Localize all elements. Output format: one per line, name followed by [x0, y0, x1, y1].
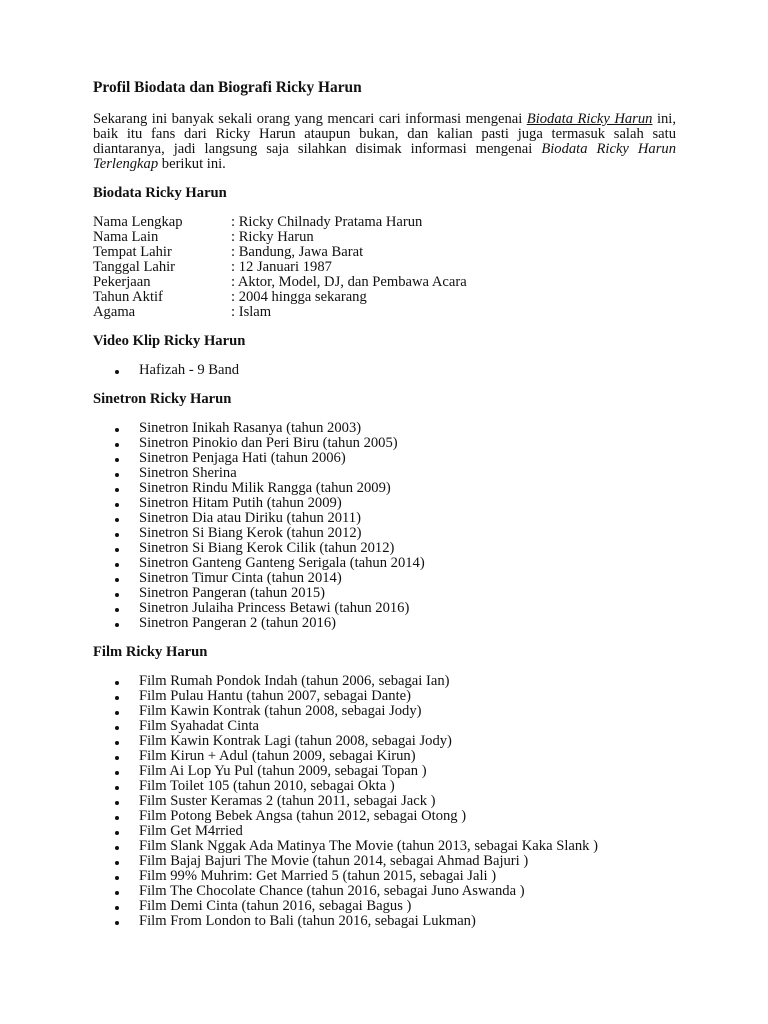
intro-text-3: berikut ini.	[158, 156, 226, 172]
intro-paragraph	[93, 112, 676, 172]
biodata-row	[93, 305, 676, 320]
biodata-value: : Ricky Harun	[231, 229, 314, 245]
biodata-value: : Aktor, Model, DJ, dan Pembawa Acara	[231, 274, 467, 290]
page-title: Profil Biodata dan Biografi Ricky Harun	[93, 79, 362, 96]
biodata-row	[93, 290, 676, 305]
list-item: Film From London to Bali (tahun 2016, sebagai Lukman)	[93, 914, 676, 929]
list-item: Film The Chocolate Chance (tahun 2016, sebagai Juno Aswanda )	[93, 884, 676, 899]
biodata-key: Agama	[93, 304, 136, 320]
list-item: Sinetron Julaiha Princess Betawi (tahun 2016)	[93, 601, 676, 616]
list-item: Sinetron Dia atau Diriku (tahun 2011)	[93, 511, 676, 526]
intro-emphasis: Biodata Ricky Harun Terlengkap	[93, 141, 676, 172]
biodata-value: : Islam	[231, 304, 272, 320]
video-klip-list	[93, 363, 676, 378]
list-item: Film Potong Bebek Angsa (tahun 2012, sebagai Otong )	[93, 809, 676, 824]
list-item: Sinetron Rindu Milik Rangga (tahun 2009)	[93, 481, 676, 496]
list-item: Film Syahadat Cinta	[93, 719, 676, 734]
list-item: Sinetron Sherina	[93, 466, 676, 481]
biodata-table	[93, 215, 676, 320]
biodata-row	[93, 245, 676, 260]
sinetron-heading: Sinetron Ricky Harun	[93, 391, 232, 407]
list-item: Sinetron Pinokio dan Peri Biru (tahun 2005)	[93, 436, 676, 451]
list-item: Film Suster Keramas 2 (tahun 2011, sebagai Jack )	[93, 794, 676, 809]
biodata-row	[93, 275, 676, 290]
list-item: Sinetron Hitam Putih (tahun 2009)	[93, 496, 676, 511]
intro-text-1: Sekarang ini banyak sekali orang yang mencari cari informasi mengenai	[93, 111, 527, 127]
biodata-row	[93, 215, 676, 230]
biodata-key: Nama Lengkap	[93, 214, 183, 230]
list-item: Sinetron Penjaga Hati (tahun 2006)	[93, 451, 676, 466]
list-item: Sinetron Timur Cinta (tahun 2014)	[93, 571, 676, 586]
list-item: Sinetron Ganteng Ganteng Serigala (tahun 2014)	[93, 556, 676, 571]
list-item: Film Rumah Pondok Indah (tahun 2006, sebagai Ian)	[93, 674, 676, 689]
biodata-link[interactable]: Biodata Ricky Harun	[526, 111, 653, 127]
biodata-value: : 12 Januari 1987	[231, 259, 332, 275]
list-item: Sinetron Pangeran (tahun 2015)	[93, 586, 676, 601]
list-item: Film Kirun + Adul (tahun 2009, sebagai Kirun)	[93, 749, 676, 764]
list-item: Film Pulau Hantu (tahun 2007, sebagai Dante)	[93, 689, 676, 704]
film-list	[93, 674, 676, 929]
biodata-value: : Ricky Chilnady Pratama Harun	[231, 214, 423, 230]
list-item: Film Ai Lop Yu Pul (tahun 2009, sebagai Topan )	[93, 764, 676, 779]
biodata-key: Tanggal Lahir	[93, 259, 176, 275]
film-heading: Film Ricky Harun	[93, 644, 208, 660]
list-item: Film Kawin Kontrak (tahun 2008, sebagai Jody)	[93, 704, 676, 719]
list-item: Sinetron Si Biang Kerok (tahun 2012)	[93, 526, 676, 541]
list-item: Film Slank Nggak Ada Matinya The Movie (tahun 2013, sebagai Kaka Slank )	[93, 839, 676, 854]
biodata-value: : Bandung, Jawa Barat	[231, 244, 364, 260]
biodata-key: Nama Lain	[93, 229, 159, 245]
list-item: Film 99% Muhrim: Get Married 5 (tahun 2015, sebagai Jali )	[93, 869, 676, 884]
biodata-key: Pekerjaan	[93, 274, 151, 290]
biodata-row	[93, 260, 676, 275]
biodata-value: : 2004 hingga sekarang	[231, 289, 367, 305]
document-page	[93, 79, 676, 929]
sinetron-list	[93, 421, 676, 631]
list-item: Film Demi Cinta (tahun 2016, sebagai Bagus )	[93, 899, 676, 914]
biodata-heading: Biodata Ricky Harun	[93, 185, 227, 201]
list-item: Film Bajaj Bajuri The Movie (tahun 2014, sebagai Ahmad Bajuri )	[93, 854, 676, 869]
list-item: Sinetron Pangeran 2 (tahun 2016)	[93, 616, 676, 631]
biodata-key: Tahun Aktif	[93, 289, 163, 305]
list-item: Sinetron Inikah Rasanya (tahun 2003)	[93, 421, 676, 436]
list-item: Film Get M4rried	[93, 824, 676, 839]
list-item: Hafizah - 9 Band	[93, 363, 676, 378]
biodata-row	[93, 230, 676, 245]
intro-text-2: ini, baik itu fans dari Ricky Harun ataupun bukan, dan kalian pasti juga termasuk salah satu diantaranya, jadi langsung saja silahkan disimak informasi mengenai	[93, 111, 676, 157]
list-item: Film Kawin Kontrak Lagi (tahun 2008, sebagai Jody)	[93, 734, 676, 749]
video-klip-heading: Video Klip Ricky Harun	[93, 333, 246, 349]
list-item: Film Toilet 105 (tahun 2010, sebagai Okta )	[93, 779, 676, 794]
list-item: Sinetron Si Biang Kerok Cilik (tahun 2012)	[93, 541, 676, 556]
biodata-key: Tempat Lahir	[93, 244, 172, 260]
